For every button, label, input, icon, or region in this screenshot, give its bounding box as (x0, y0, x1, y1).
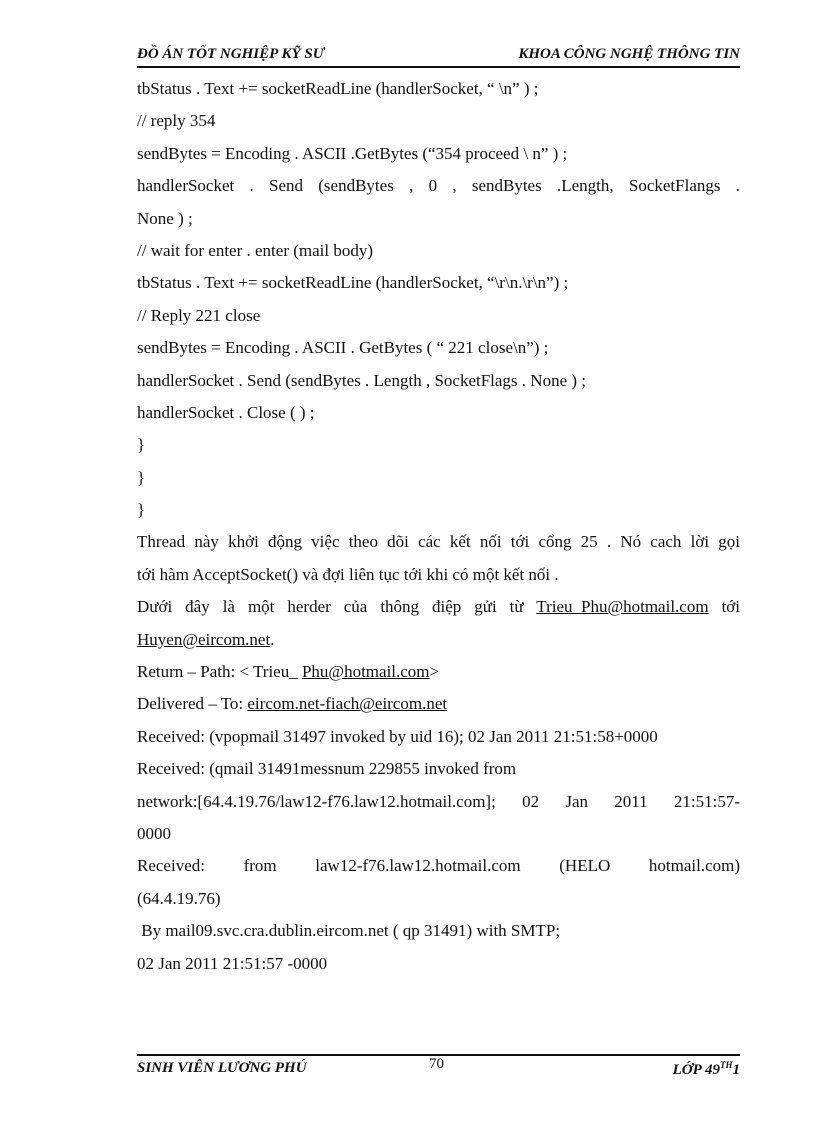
header-right-title: KHOA CÔNG NGHỆ THÔNG TIN (518, 46, 740, 62)
paragraph-line: tới hàm AcceptSocket() và đợi liên tục tới khi có một kết nối . (137, 564, 559, 584)
document-body (137, 73, 740, 980)
paragraph-text: . (270, 629, 275, 649)
code-brace: } (137, 467, 146, 487)
header-field-received: Received: (qmail 31491messnum 229855 invoked from (137, 759, 517, 779)
code-line: tbStatus . Text += socketReadLine (handlerSocket, “ \n” ) ; (137, 79, 539, 98)
header-field-received: Received: (vpopmail 31497 invoked by uid 16); 02 Jan 2011 21:51:58+0000 (137, 726, 658, 746)
code-comment: // wait for enter . enter (mail body) (137, 240, 374, 260)
footer-class-end: 1 (732, 1062, 740, 1078)
code-line: sendBytes = Encoding . ASCII . GetBytes ( “ 221 close\n”) ; (137, 338, 549, 358)
email-link-huyen[interactable]: Huyen@eircom.net (137, 629, 271, 649)
paragraph-text: tới (721, 597, 740, 617)
header-field-received: Received: from law12-f76.law12.hotmail.com (HELO hotmail.com) (137, 856, 740, 876)
footer-student-name: SINH VIÊN LƯƠNG PHÚ (137, 1060, 307, 1076)
page-footer (137, 1056, 740, 1080)
code-line: sendBytes = Encoding . ASCII .GetBytes (“354 proceed \ n” ) ; (137, 143, 568, 163)
field-text: Return – Path: < Trieu_ (137, 662, 298, 682)
code-line: tbStatus . Text += socketReadLine (handlerSocket, “\r\n.\r\n”) ; (137, 273, 569, 293)
header-field-received: 0000 (137, 823, 171, 843)
paragraph-text: Dưới đây là một herder của thông điệp gửi từ (137, 597, 524, 617)
footer-class-main: LỚP 49 (672, 1062, 720, 1078)
header-field-received: By mail09.svc.cra.dublin.eircom.net ( qp 31491) with SMTP; (137, 921, 561, 941)
header-field-received: (64.4.19.76) (137, 888, 221, 908)
footer-class (673, 1060, 740, 1079)
header-field-return-path (137, 656, 740, 688)
code-comment: // Reply 221 close (137, 305, 261, 325)
header-field-received: network:[64.4.19.76/law12-f76.law12.hotmail.com]; 02 Jan 2011 21:51:57- (137, 791, 740, 811)
paragraph-line (137, 591, 740, 623)
header-field-delivered-to (137, 688, 740, 720)
code-line: None ) ; (137, 208, 193, 228)
field-text: > (429, 662, 440, 682)
field-text: Delivered – To: (137, 694, 244, 714)
paragraph-line: Thread này khởi động việc theo dõi các kết nối tới cổng 25 . Nó cach lời gọi (137, 532, 740, 552)
paragraph-line (137, 624, 740, 656)
code-brace: } (137, 500, 146, 520)
code-line: handlerSocket . Send (sendBytes . Length , SocketFlags . None ) ; (137, 370, 587, 390)
code-line: handlerSocket . Send (sendBytes , 0 , sendBytes .Length, SocketFlangs . (137, 176, 740, 196)
header-divider (137, 66, 740, 68)
email-link-trieu-phu[interactable]: Trieu_Phu@hotmail.com (536, 597, 709, 617)
code-line: handlerSocket . Close ( ) ; (137, 402, 315, 422)
footer-class-sup: TH (720, 1060, 733, 1070)
email-link-delivered-to[interactable]: eircom.net-fiach@eircom.net (247, 694, 448, 714)
page-header (137, 44, 740, 66)
header-left-title: ĐỒ ÁN TỐT NGHIỆP KỸ SƯ (137, 46, 325, 62)
email-link-return-path[interactable]: Phu@hotmail.com (301, 662, 430, 682)
page-number: 70 (429, 1056, 444, 1072)
code-brace: } (137, 435, 146, 455)
header-field-received: 02 Jan 2011 21:51:57 -0000 (137, 953, 328, 973)
code-comment: // reply 354 (137, 111, 216, 131)
